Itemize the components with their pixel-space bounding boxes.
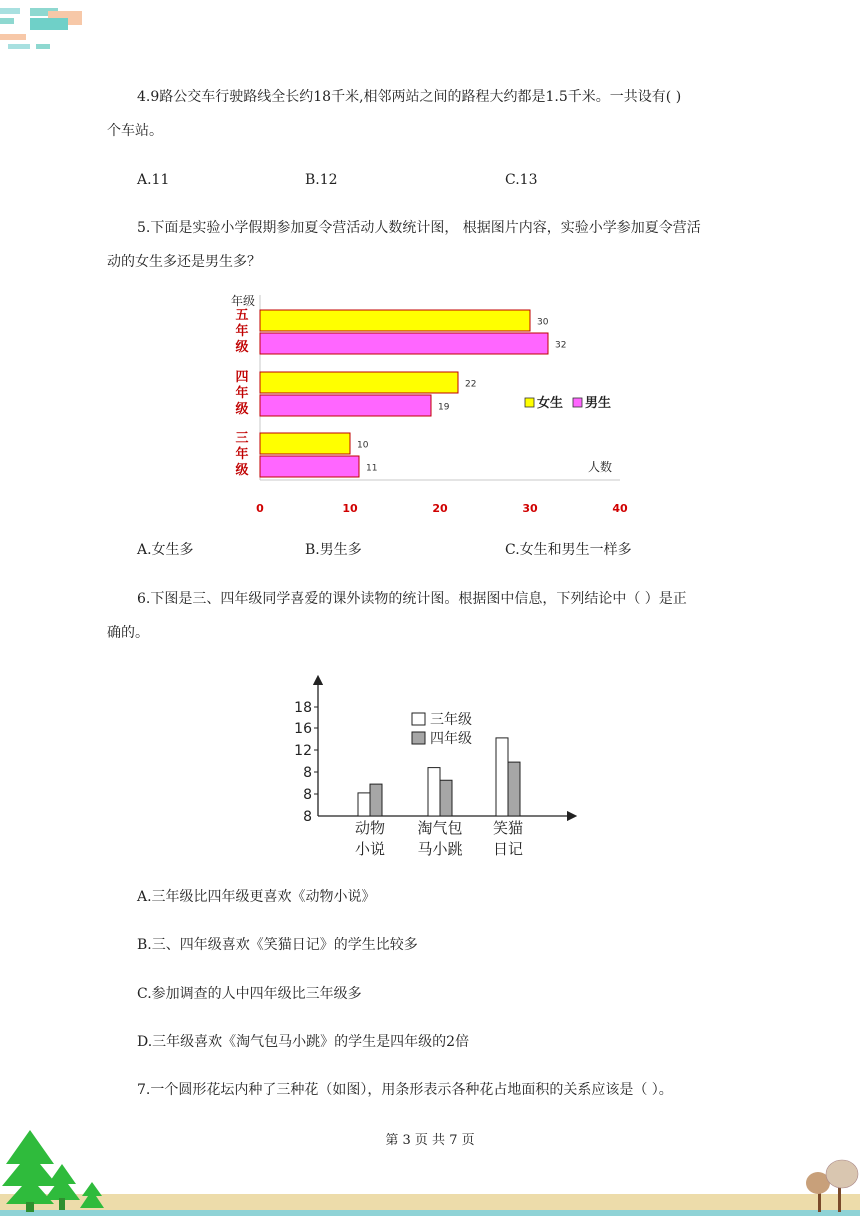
x-tick-label: 20 <box>432 502 448 515</box>
category-label: 马小跳 <box>417 840 463 858</box>
bar-value-label: 11 <box>366 463 378 474</box>
y-tick-label: 8 <box>303 809 312 825</box>
q5-text-line1: 5.下面是实验小学假期参加夏令营活动人数统计图， 根据图片内容，实验小学参加夏令营活 <box>137 220 701 236</box>
x-tick-label: 30 <box>522 502 538 515</box>
q4-option-c: C.13 <box>505 172 538 188</box>
x-tick-label: 40 <box>612 502 628 515</box>
category-label: 五 <box>235 308 249 323</box>
ground-strip <box>0 1194 860 1210</box>
x-tick-label: 0 <box>256 502 264 515</box>
q5-option-a: A.女生多 <box>137 542 194 558</box>
pine-tree-icon <box>80 1182 104 1208</box>
category-label: 年 <box>235 386 249 401</box>
bar-value-label: 22 <box>465 379 477 390</box>
category-label: 小说 <box>354 840 386 858</box>
category-label: 年 <box>235 324 249 339</box>
bar-男生-四年级 <box>260 395 431 416</box>
bar-四年级-笑猫日记 <box>508 762 520 816</box>
water-strip <box>0 1210 860 1216</box>
category-label: 日记 <box>492 840 524 858</box>
q5-option-b: B.男生多 <box>305 542 362 558</box>
q7-text-line1: 7.一个圆形花坛内种了三种花（如图），用条形表示各种花占地面积的关系应该是（ ）。 <box>137 1082 673 1098</box>
bar-女生-五年级 <box>260 310 530 331</box>
q5-option-c: C.女生和男生一样多 <box>505 542 632 558</box>
bar-value-label: 10 <box>357 440 369 451</box>
legend-grade4-label: 四年级 <box>430 731 472 747</box>
footer-decoration <box>0 1128 860 1216</box>
legend-grade4-swatch <box>412 732 425 744</box>
chart2-legend <box>412 711 472 747</box>
bar-value-label: 30 <box>537 317 549 328</box>
q4-option-a: A.11 <box>137 172 170 188</box>
y-tick-label: 8 <box>303 787 312 803</box>
bar-男生-五年级 <box>260 333 548 354</box>
summer-camp-bar-chart <box>220 285 640 520</box>
category-label: 级 <box>235 402 249 417</box>
category-label: 级 <box>235 340 249 355</box>
category-label: 三 <box>235 431 249 446</box>
bar-女生-四年级 <box>260 372 458 393</box>
chart1-ylabel: 年级 <box>231 294 256 308</box>
category-label: 动物 <box>354 819 386 837</box>
category-label: 淘气包 <box>417 819 463 837</box>
legend-boys-swatch <box>573 398 582 407</box>
q4-option-b: B.12 <box>305 172 338 188</box>
category-label: 笑猫 <box>492 819 524 837</box>
y-tick-label: 8 <box>303 765 312 781</box>
legend-girls-swatch <box>525 398 534 407</box>
y-tick-label: 12 <box>294 743 312 759</box>
category-label: 级 <box>235 463 249 478</box>
category-label: 年 <box>235 447 249 462</box>
legend-grade3-label: 三年级 <box>430 712 472 728</box>
chart1-legend <box>525 395 611 411</box>
bar-value-label: 19 <box>438 402 450 413</box>
q6-text-line2: 确的。 <box>107 625 149 641</box>
q6-option-d: D.三年级喜欢《淘气包马小跳》的学生是四年级的2倍 <box>137 1034 470 1050</box>
reading-bar-chart <box>290 672 590 862</box>
bar-四年级-动物小说 <box>370 784 382 816</box>
q5-text-line2: 动的女生多还是男生多？ <box>107 254 261 270</box>
legend-girls-label: 女生 <box>537 396 564 411</box>
x-tick-label: 10 <box>342 502 358 515</box>
q6-option-a: A.三年级比四年级更喜欢《动物小说》 <box>137 889 376 905</box>
legend-grade3-swatch <box>412 713 425 725</box>
y-tick-label: 16 <box>294 721 312 737</box>
bar-四年级-淘气包马小跳 <box>440 780 452 816</box>
q6-option-b: B.三、四年级喜欢《笑猫日记》的学生比较多 <box>137 937 418 953</box>
category-label: 四 <box>235 370 249 385</box>
bar-女生-三年级 <box>260 433 350 454</box>
q6-text-line1: 6.下图是三、四年级同学喜爱的课外读物的统计图。根据图中信息，下列结论中（ ）是正 <box>137 591 687 607</box>
bar-三年级-动物小说 <box>358 793 370 816</box>
y-tick-label: 18 <box>294 700 312 716</box>
bar-三年级-淘气包马小跳 <box>428 768 440 816</box>
page-number: 第 3 页 共 7 页 <box>385 1133 475 1148</box>
q6-option-c: C.参加调查的人中四年级比三年级多 <box>137 986 362 1002</box>
chart1-xlabel: 人数 <box>588 460 613 474</box>
legend-boys-label: 男生 <box>585 396 612 411</box>
bar-value-label: 32 <box>555 340 567 351</box>
q4-text-line1: 4.9路公交车行驶路线全长约18千米,相邻两站之间的路程大约都是1.5千米。一共设有( ) <box>137 89 682 105</box>
bar-三年级-笑猫日记 <box>496 738 508 816</box>
q4-text-line2: 个车站。 <box>107 123 163 139</box>
bar-男生-三年级 <box>260 456 359 477</box>
